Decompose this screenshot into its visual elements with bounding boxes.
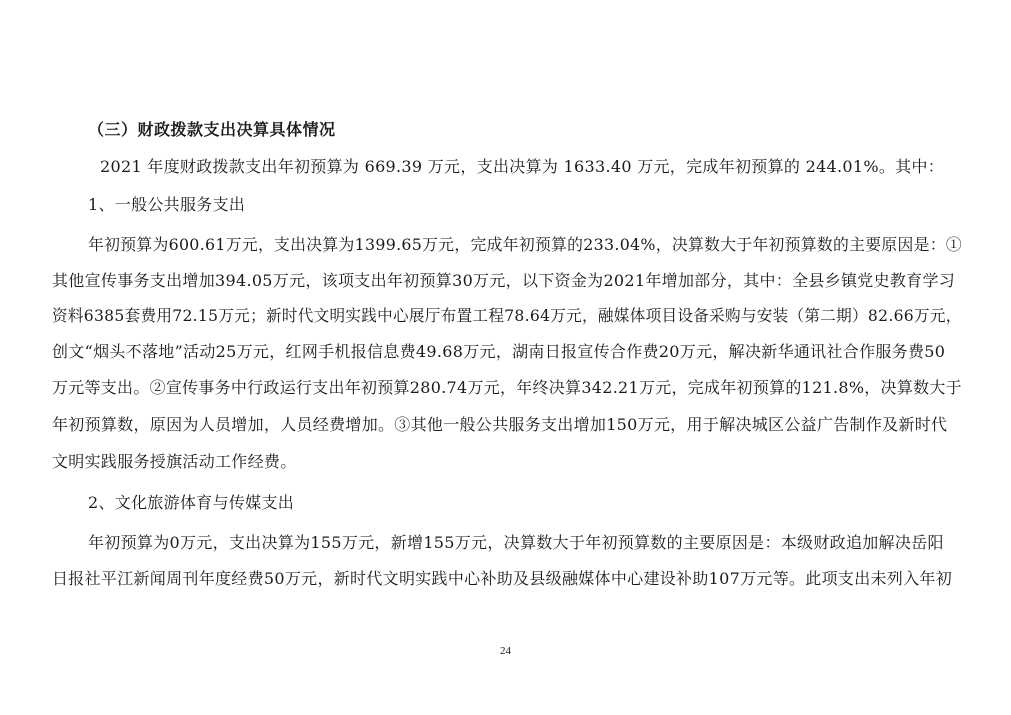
item1-line-5: 万元等支出。②宣传事务中行政运行支出年初预算280.74万元，年终决算342.21万元，完成年初预算的121.8%，决算数大于 [52, 378, 962, 397]
item1-line-7: 文明实践服务授旗活动工作经费。 [52, 452, 297, 471]
item1-line-4: 创文“烟头不落地”活动25万元，红网手机报信息费49.68万元，湖南日报宣传合作费20万元，解决新华通讯社合作服务费50 [52, 342, 946, 361]
item2-heading: 2、文化旅游体育与传媒支出 [88, 493, 295, 512]
item1-line-3: 资料6385套费用72.15万元；新时代文明实践中心展厅布置工程78.64万元，融媒体项目设备采购与安装（第二期）82.66万元， [52, 306, 962, 325]
section-heading: （三）财政拨款支出决算具体情况 [88, 120, 336, 139]
item2-line-2: 日报社平江新闻周刊年度经费50万元，新时代文明实践中心补助及县级融媒体中心建设补助107万元等。此项支出未列入年初 [52, 569, 952, 588]
item1-line-1: 年初预算为600.61万元，支出决算为1399.65万元，完成年初预算的233.04%，决算数大于年初预算数的主要原因是：① [88, 235, 962, 254]
item1-heading: 1、一般公共服务支出 [88, 195, 246, 214]
item1-line-2: 其他宣传事务支出增加394.05万元，该项支出年初预算30万元，以下资金为2021年增加部分，其中：全县乡镇党史教育学习 [52, 271, 956, 290]
page-number: 24 [500, 645, 511, 657]
intro-paragraph: 2021 年度财政拨款支出年初预算为 669.39 万元，支出决算为 1633.40 万元，完成年初预算的 244.01%。其中： [100, 157, 945, 176]
item2-line-1: 年初预算为0万元，支出决算为155万元，新增155万元，决算数大于年初预算数的主要原因是：本级财政追加解决岳阳 [88, 533, 944, 552]
item1-line-6: 年初预算数，原因为人员增加，人员经费增加。③其他一般公共服务支出增加150万元，用于解决城区公益广告制作及新时代 [52, 415, 948, 434]
